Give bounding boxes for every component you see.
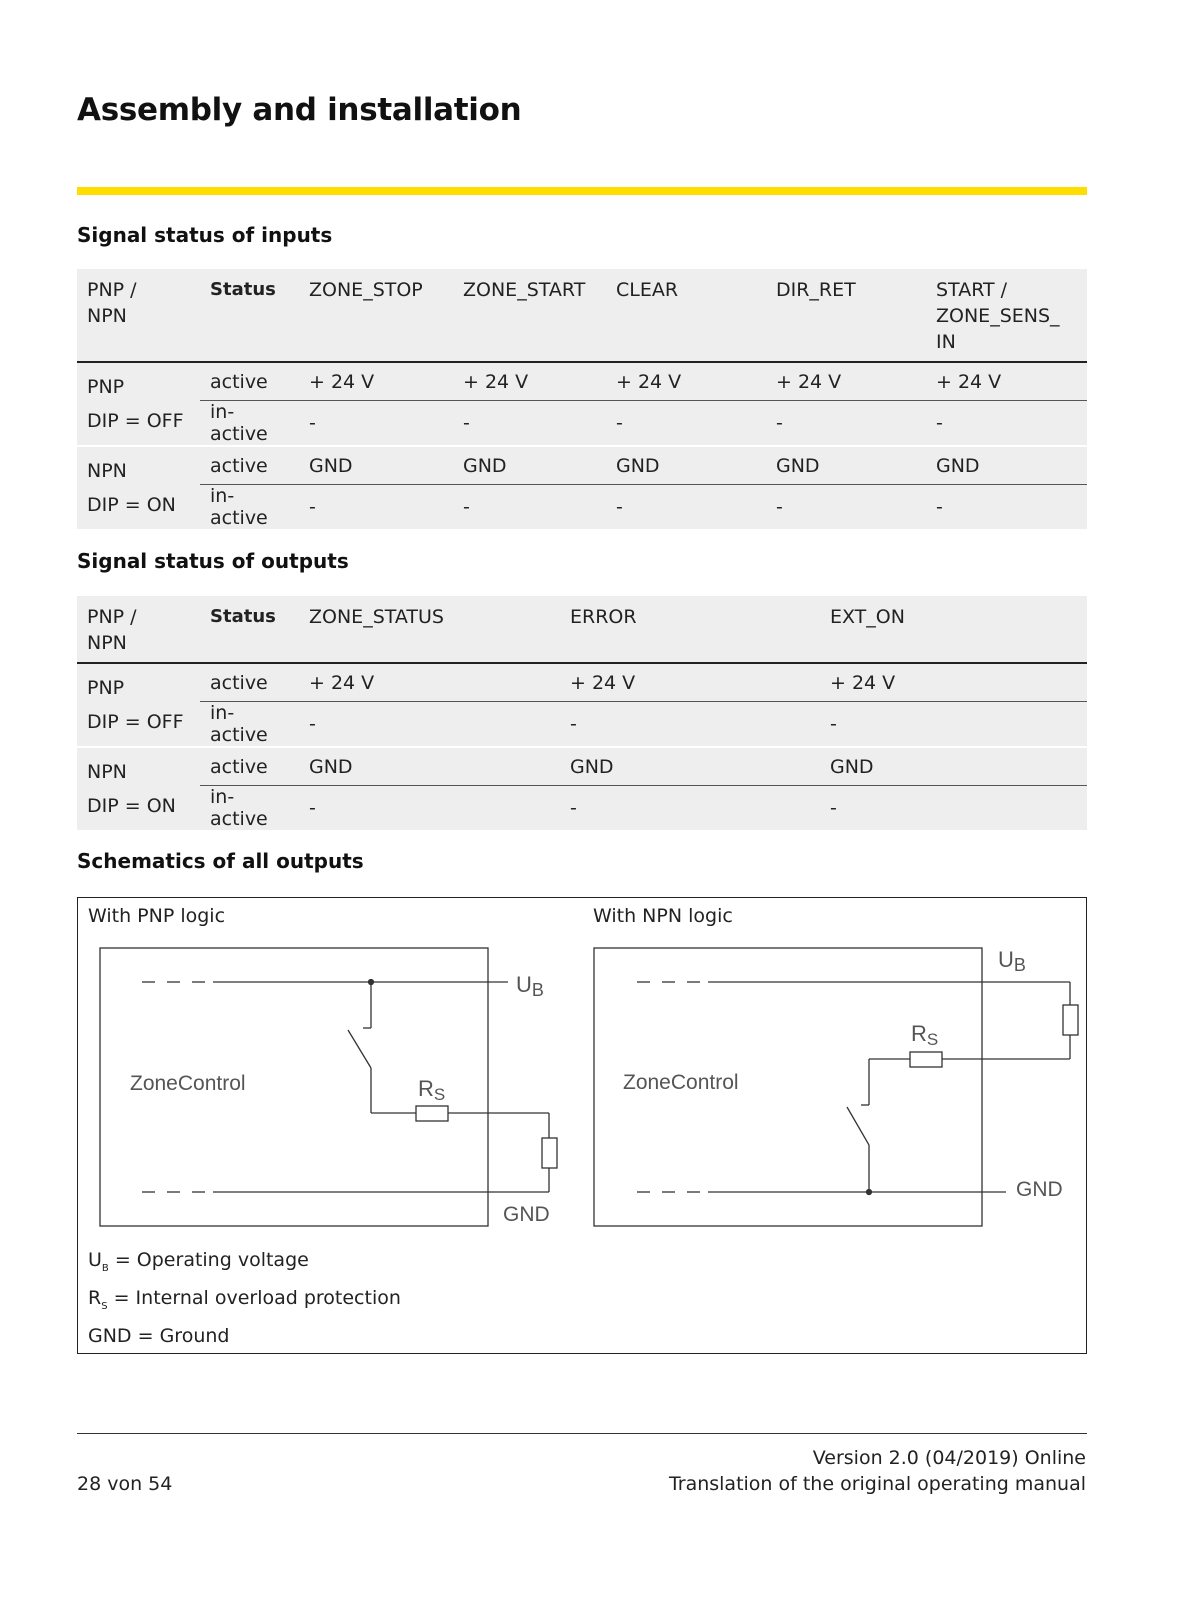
value-cell: - xyxy=(766,401,926,447)
inputs-section-title: Signal status of inputs xyxy=(77,223,333,247)
value-cell: - xyxy=(926,401,1087,447)
schematics-box xyxy=(77,897,1087,1354)
table-row xyxy=(77,446,1087,485)
value-cell: + 24 V xyxy=(453,362,606,401)
legend-ub: $U_B$ = Operating voltage xyxy=(88,1249,309,1274)
value-cell: + 24 V xyxy=(820,663,1087,702)
value-cell: + 24 V xyxy=(926,362,1087,401)
value-cell: - xyxy=(299,702,560,748)
footer-page-number: 28 von 54 xyxy=(77,1473,173,1495)
value-cell: + 24 V xyxy=(606,362,766,401)
value-cell: GND xyxy=(766,446,926,485)
dip-label: DIP = ON xyxy=(87,494,176,516)
mode-cell xyxy=(77,362,200,446)
npn-ub-label: U xyxy=(998,947,1014,972)
pnp-load-resistor xyxy=(542,1138,557,1168)
mode-label: NPN xyxy=(87,761,127,783)
status-cell: in-active xyxy=(200,401,299,447)
footer-version: Version 2.0 (04/2019) Online xyxy=(812,1447,1086,1469)
npn-switch xyxy=(847,1107,869,1145)
header-zone-start: ZONE_START xyxy=(453,269,606,362)
pnp-switch xyxy=(348,1030,371,1068)
mode-cell xyxy=(77,747,200,831)
mode-label: PNP xyxy=(87,677,125,699)
page-title: Assembly and installation xyxy=(77,92,522,128)
mode-label: PNP xyxy=(87,376,125,398)
table-row xyxy=(77,663,1087,702)
pnp-rs-label: R xyxy=(418,1076,434,1101)
value-cell: - xyxy=(606,485,766,531)
value-cell: GND xyxy=(453,446,606,485)
npn-logic-label: With NPN logic xyxy=(593,905,733,927)
value-cell: - xyxy=(766,485,926,531)
svg-text:UB: UB xyxy=(516,972,544,1000)
npn-load-resistor xyxy=(1063,1005,1078,1035)
header-error: ERROR xyxy=(560,596,820,663)
pnp-ub-label: U xyxy=(516,972,532,997)
accent-bar xyxy=(77,187,1087,195)
pnp-zonecontrol-label: ZoneControl xyxy=(130,1072,246,1095)
npn-gnd-label: GND xyxy=(1016,1178,1063,1201)
inputs-table xyxy=(77,269,1087,531)
status-cell: active xyxy=(200,663,299,702)
value-cell: - xyxy=(926,485,1087,531)
svg-text:RS: RS xyxy=(418,1076,446,1104)
wiring-diagram xyxy=(78,898,1086,1353)
mode-label: NPN xyxy=(87,460,127,482)
header-ext-on: EXT_ON xyxy=(820,596,1087,663)
schematics-section-title: Schematics of all outputs xyxy=(77,849,364,873)
value-cell: - xyxy=(299,485,453,531)
status-cell: active xyxy=(200,747,299,786)
header-zone-stop: ZONE_STOP xyxy=(299,269,453,362)
header-clear: CLEAR xyxy=(606,269,766,362)
value-cell: + 24 V xyxy=(560,663,820,702)
npn-rs-label: R xyxy=(911,1021,927,1046)
value-cell: - xyxy=(299,786,560,832)
value-cell: GND xyxy=(606,446,766,485)
table-row xyxy=(77,747,1087,786)
value-cell: + 24 V xyxy=(766,362,926,401)
table-row xyxy=(77,362,1087,401)
npn-rs-resistor xyxy=(910,1052,942,1067)
header-pnp-npn: PNP / NPN xyxy=(77,269,200,362)
header-status: Status xyxy=(200,269,299,362)
status-cell: active xyxy=(200,362,299,401)
value-cell: - xyxy=(820,786,1087,832)
value-cell: - xyxy=(560,786,820,832)
header-pnp-npn: PNP / NPN xyxy=(77,596,200,663)
value-cell: GND xyxy=(560,747,820,786)
legend-rs: $R_S$ = Internal overload protection xyxy=(88,1287,401,1312)
value-cell: - xyxy=(299,401,453,447)
outputs-table xyxy=(77,596,1087,832)
value-cell: - xyxy=(453,485,606,531)
value-cell: GND xyxy=(820,747,1087,786)
value-cell: GND xyxy=(299,446,453,485)
dip-label: DIP = OFF xyxy=(87,711,184,733)
svg-text:UB: UB xyxy=(998,947,1026,975)
mode-cell xyxy=(77,663,200,747)
table-row xyxy=(77,702,1087,748)
status-cell: in-active xyxy=(200,786,299,832)
legend-gnd: GND = Ground xyxy=(88,1325,230,1347)
header-start-zone-sens-in: START / ZONE_SENS_ IN xyxy=(926,269,1087,362)
pnp-gnd-label: GND xyxy=(503,1203,550,1226)
svg-text:RS: RS xyxy=(911,1021,939,1049)
footer-rule xyxy=(77,1433,1087,1434)
dip-label: DIP = OFF xyxy=(87,410,184,432)
value-cell: + 24 V xyxy=(299,663,560,702)
footer-translation-note: Translation of the original operating manual xyxy=(668,1473,1086,1495)
header-dir-ret: DIR_RET xyxy=(766,269,926,362)
value-cell: GND xyxy=(926,446,1087,485)
status-cell: in-active xyxy=(200,702,299,748)
table-row xyxy=(77,401,1087,447)
value-cell: - xyxy=(606,401,766,447)
pnp-logic-label: With PNP logic xyxy=(88,905,226,927)
value-cell: GND xyxy=(299,747,560,786)
npn-zonecontrol-label: ZoneControl xyxy=(623,1071,739,1094)
header-zone-status: ZONE_STATUS xyxy=(299,596,560,663)
dip-label: DIP = ON xyxy=(87,795,176,817)
pnp-rs-resistor xyxy=(416,1106,448,1121)
value-cell: + 24 V xyxy=(299,362,453,401)
outputs-section-title: Signal status of outputs xyxy=(77,549,349,573)
status-cell: active xyxy=(200,446,299,485)
value-cell: - xyxy=(453,401,606,447)
table-row xyxy=(77,786,1087,832)
header-status: Status xyxy=(200,596,299,663)
status-cell: in-active xyxy=(200,485,299,531)
value-cell: - xyxy=(560,702,820,748)
table-row xyxy=(77,485,1087,531)
value-cell: - xyxy=(820,702,1087,748)
mode-cell xyxy=(77,446,200,530)
